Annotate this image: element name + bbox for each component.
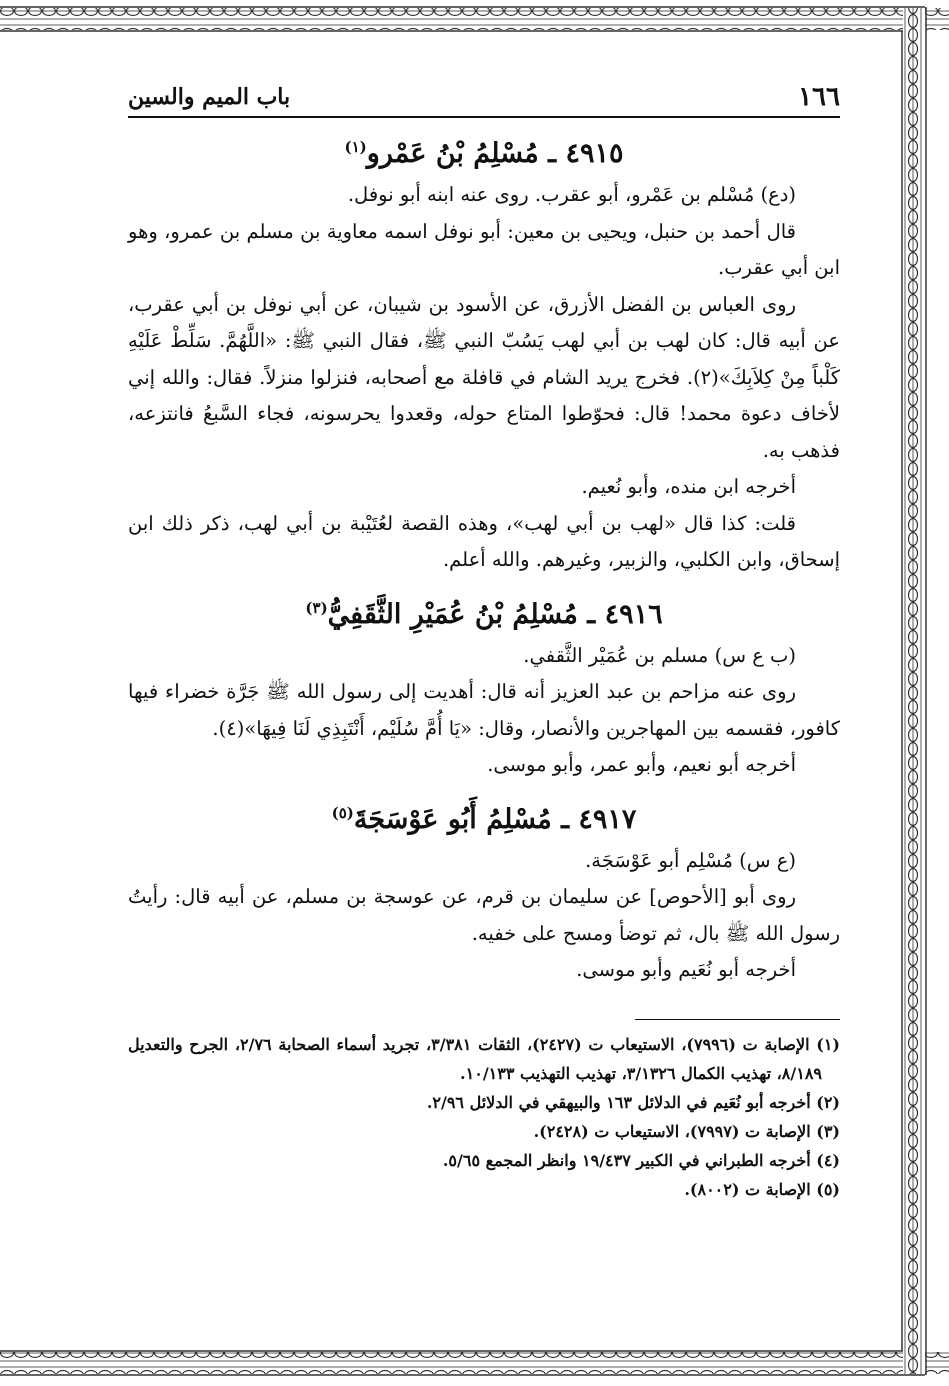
footnotes xyxy=(128,1030,840,1204)
paragraph: روى العباس بن الفضل الأزرق، عن الأسود بن شيبان، عن أبي نوفل بن أبي عقرب، عن أبيه قال: كان لهب بن أبي لهب يَسُبّ النبي ﷺ، فقال النبي ﷺ: «اللَّهُمَّ. سَلِّطْ عَلَيْهِ كَلْباً مِنْ كِلاَبِكَ»(٢). فخرج يريد الشام في قافلة مع أصحابه، فنزلوا منزلاً. فقال: والله إني لأخاف دعوة محمد! قال: فحوّطوا المتاع حوله، وقعدوا يحرسونه، فجاء السَّبعُ فانتزعه، فذهب به. xyxy=(128,292,840,462)
footnote-ref: (١) xyxy=(344,138,367,156)
paragraph: روى عنه مزاحم بن عبد العزيز أنه قال: أهديت إلى رسول الله ﷺ جَرَّة خضراء فيها كافور، فقسمه بين المهاجرين والأنصار، وقال: «يَا أُمَّ سُلَيْم، أَنْتَبِذِي لَنَا فِيهَا»(٤). xyxy=(128,680,840,740)
running-header xyxy=(128,78,840,118)
paragraph: قلت: كذا قال «لهب بن أبي لهب»، وهذه القصة لعُتَيْبة بن أبي لهب، ذكر ذلك ابن إسحاق، وابن الكلبي، والزبير، وغيرهم. والله أعلم. xyxy=(128,511,840,571)
entry-title: ٤٩١٥ ـ مُسْلِمُ بْنُ عَمْرو$^{(١)}$ xyxy=(344,138,624,169)
footnote: (١) الإصابة ت (٧٩٩٦)، الاستيعاب ت (٢٤٢٧)، الثقات ٣/٣٨١، تجريد أسماء الصحابة ٢/٧٦، الجرح والتعديل ٨/١٨٩، تهذيب الكمال ٣/١٣٢٦، تهذيب التهذيب ١٠/١٣٣. xyxy=(128,1034,840,1083)
footnote: (٢) أخرجه أبو نُعَيم في الدلائل ١٦٣ والبيهقي في الدلائل ٢/٩٦. xyxy=(426,1092,840,1112)
page-content xyxy=(128,78,840,1204)
footnote: (٤) أخرجه الطبراني في الكبير ١٩/٤٣٧ وانظر المجمع ٥/٦٥. xyxy=(442,1150,840,1170)
footnote-ref: (٥) xyxy=(331,803,354,822)
paragraph: أخرجه ابن منده، وأبو نُعيم. xyxy=(581,475,796,498)
paragraph: (دع) مُسْلم بن عَمْرو، أبو عقرب. روى عنه ابنه أبو نوفل. xyxy=(347,183,796,206)
paragraph: روى أبو [الأحوص] عن سليمان بن قرم، عن عوسجة بن مسلم، عن أبيه قال: رأيتُ رسول الله ﷺ بال، ثم توضأ ومسح على خفيه. xyxy=(128,885,840,945)
footnote: (٥) الإصابة ت (٨٠٠٢). xyxy=(684,1179,840,1199)
paragraph: قال أحمد بن حنبل، ويحيى بن معين: أبو نوفل اسمه معاوية بن مسلم بن عمرو، وهو ابن أبي عقرب. xyxy=(128,219,840,279)
chapter-title: باب الميم والسين xyxy=(128,84,291,110)
footnote-divider xyxy=(635,1019,840,1020)
paragraph: (ب ع س) مسلم بن عُمَيْر الثَّقفي. xyxy=(523,643,796,667)
footnote: (٣) الإصابة ت (٧٩٩٧)، الاستيعاب ت (٢٤٢٨). xyxy=(533,1121,840,1141)
entry-title: ٤٩١٦ ـ مُسْلِمُ بْنُ عُمَيْرِ الثَّقَفِيُّ$^{(٣)}$ xyxy=(305,598,663,630)
paragraph: (ع س) مُسْلِم أبو عَوْسَجَة. xyxy=(585,848,796,872)
entry-title: ٤٩١٧ ـ مُسْلِمُ أَبُو عَوْسَجَةَ$^{(٥)}$ xyxy=(331,803,637,835)
paragraph: أخرجه أبو نعيم، وأبو عمر، وأبو موسى. xyxy=(487,753,796,776)
footnote-ref: (٣) xyxy=(305,598,328,617)
page-number: ١٦٦ xyxy=(798,82,840,112)
paragraph: أخرجه أبو نُعَيم وأبو موسى. xyxy=(576,958,796,981)
